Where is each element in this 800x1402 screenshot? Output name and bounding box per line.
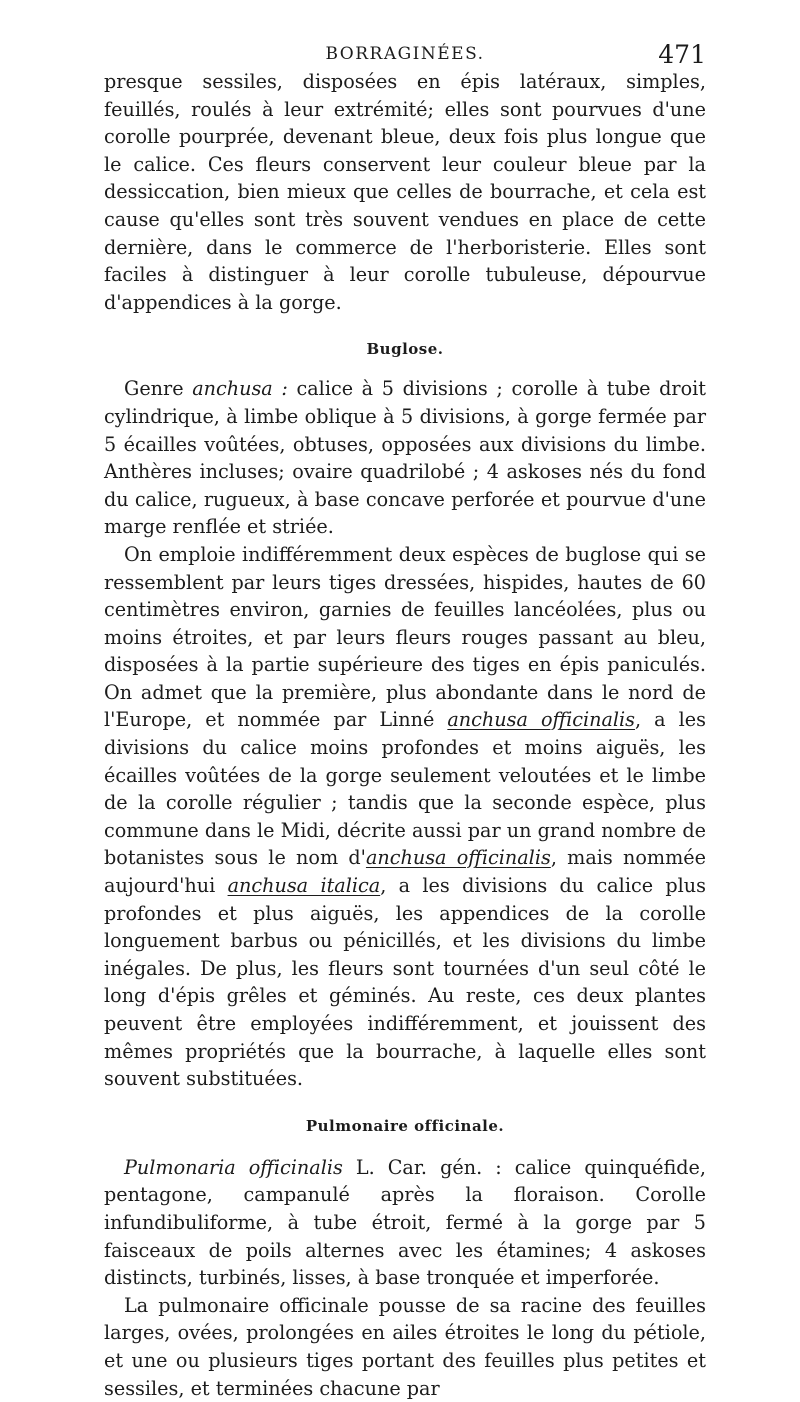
paragraph-pulmonaire-description: La pulmonaire officinale pousse de sa racine des feuilles larges, ovées, prolongées en ailes étroites le long du pétiole, et une ou plusieurs tiges portant des feuilles plus petites et sessiles, et terminées chacune par	[104, 1293, 706, 1400]
running-title: BORRAGINÉES.	[325, 44, 485, 64]
text-run: , a les divisions du calice moins profondes et moins aiguës, les écailles voûtées de la gorge seulement veloutées et le limbe de la corolle régulier ; tandis que la seconde espèce, plus commune dans le Midi, décrite aussi par un grand nombre de botanistes sous le nom d'	[104, 708, 706, 870]
paragraph-buglose-genre	[104, 375, 706, 541]
text-run: On emploie indifféremment deux espèces de buglose qui se ressemblent par leurs tiges dressées, hispides, hautes de 60 centimètres environ, garnies de feuilles lancéolées, plus ou moins étroites, et par leurs fleurs rouges passant au bleu, disposées à la partie supérieure des tiges en épis paniculés. On admet que la première, plus abondante dans le nord de l'Europe, et nommée par Linné	[104, 542, 706, 732]
page-number: 471	[658, 40, 706, 69]
genus-name: anchusa :	[192, 377, 288, 401]
page-body	[104, 68, 706, 1402]
text-run: , mais nommée aujourd'hui	[104, 846, 707, 898]
species-name: anchusa officinalis	[365, 846, 551, 870]
species-name: anchusa italica	[227, 874, 381, 898]
section-heading-buglose: Buglose.	[366, 340, 444, 359]
paragraph-pulmonaire-caracteres	[104, 1154, 706, 1292]
section-heading-pulmonaire: Pulmonaire officinale.	[305, 1116, 505, 1135]
paragraph-continuation: presque sessiles, disposées en épis latéraux, simples, feuillés, roulés à leur extrémité; elles sont pourvues d'une corolle pourprée, devenant bleue, deux fois plus longue que le calice. Ces fleurs conservent leur couleur bleue par la dessiccation, bien mieux que celles de bourrache, et cela est cause qu'elles sont très souvent vendues en place de cette dernière, dans le commerce de l'herboristerie. Elles sont faciles à distinguer à leur corolle tubuleuse, dépourvue d'appendices à la gorge.	[104, 70, 706, 314]
text-run: Genre	[124, 377, 193, 401]
text-run: L. Car. gén. : calice quinquéfide, pentagone, campanulé après la floraison. Corolle infundibuliforme, à tube étroit, fermé à la gorge par 5 faisceaux de poils alternes avec les étamines; 4 askoses distincts, turbinés, lisses, à base tronquée et imperforée.	[104, 1155, 706, 1290]
text-run: , a les divisions du calice plus profondes et plus aiguës, les appendices de la corolle longuement barbus ou pénicillés, et les divisions du limbe inégales. De plus, les fleurs sont tournées d'un seul côté le long d'épis grêles et géminés. Au reste, ces deux plantes peuvent être employées indifféremment, et jouissent des mêmes propriétés que la bourrache, à laquelle elles sont souvent substituées.	[104, 874, 707, 1091]
species-name: anchusa officinalis	[447, 708, 636, 732]
species-name: Pulmonaria officinalis	[124, 1155, 343, 1179]
text-run: calice à 5 divisions ; corolle à tube droit cylindrique, à limbe oblique à 5 divisions, à gorge fermée par 5 écailles voûtées, obtuses, opposées aux divisions du limbe. Anthères incluses; ovaire quadrilobé ; 4 askoses nés du fond du calice, rugueux, à base concave perforée et pourvue d'une marge renflée et striée.	[104, 377, 707, 539]
paragraph-buglose-especes	[104, 541, 706, 1093]
